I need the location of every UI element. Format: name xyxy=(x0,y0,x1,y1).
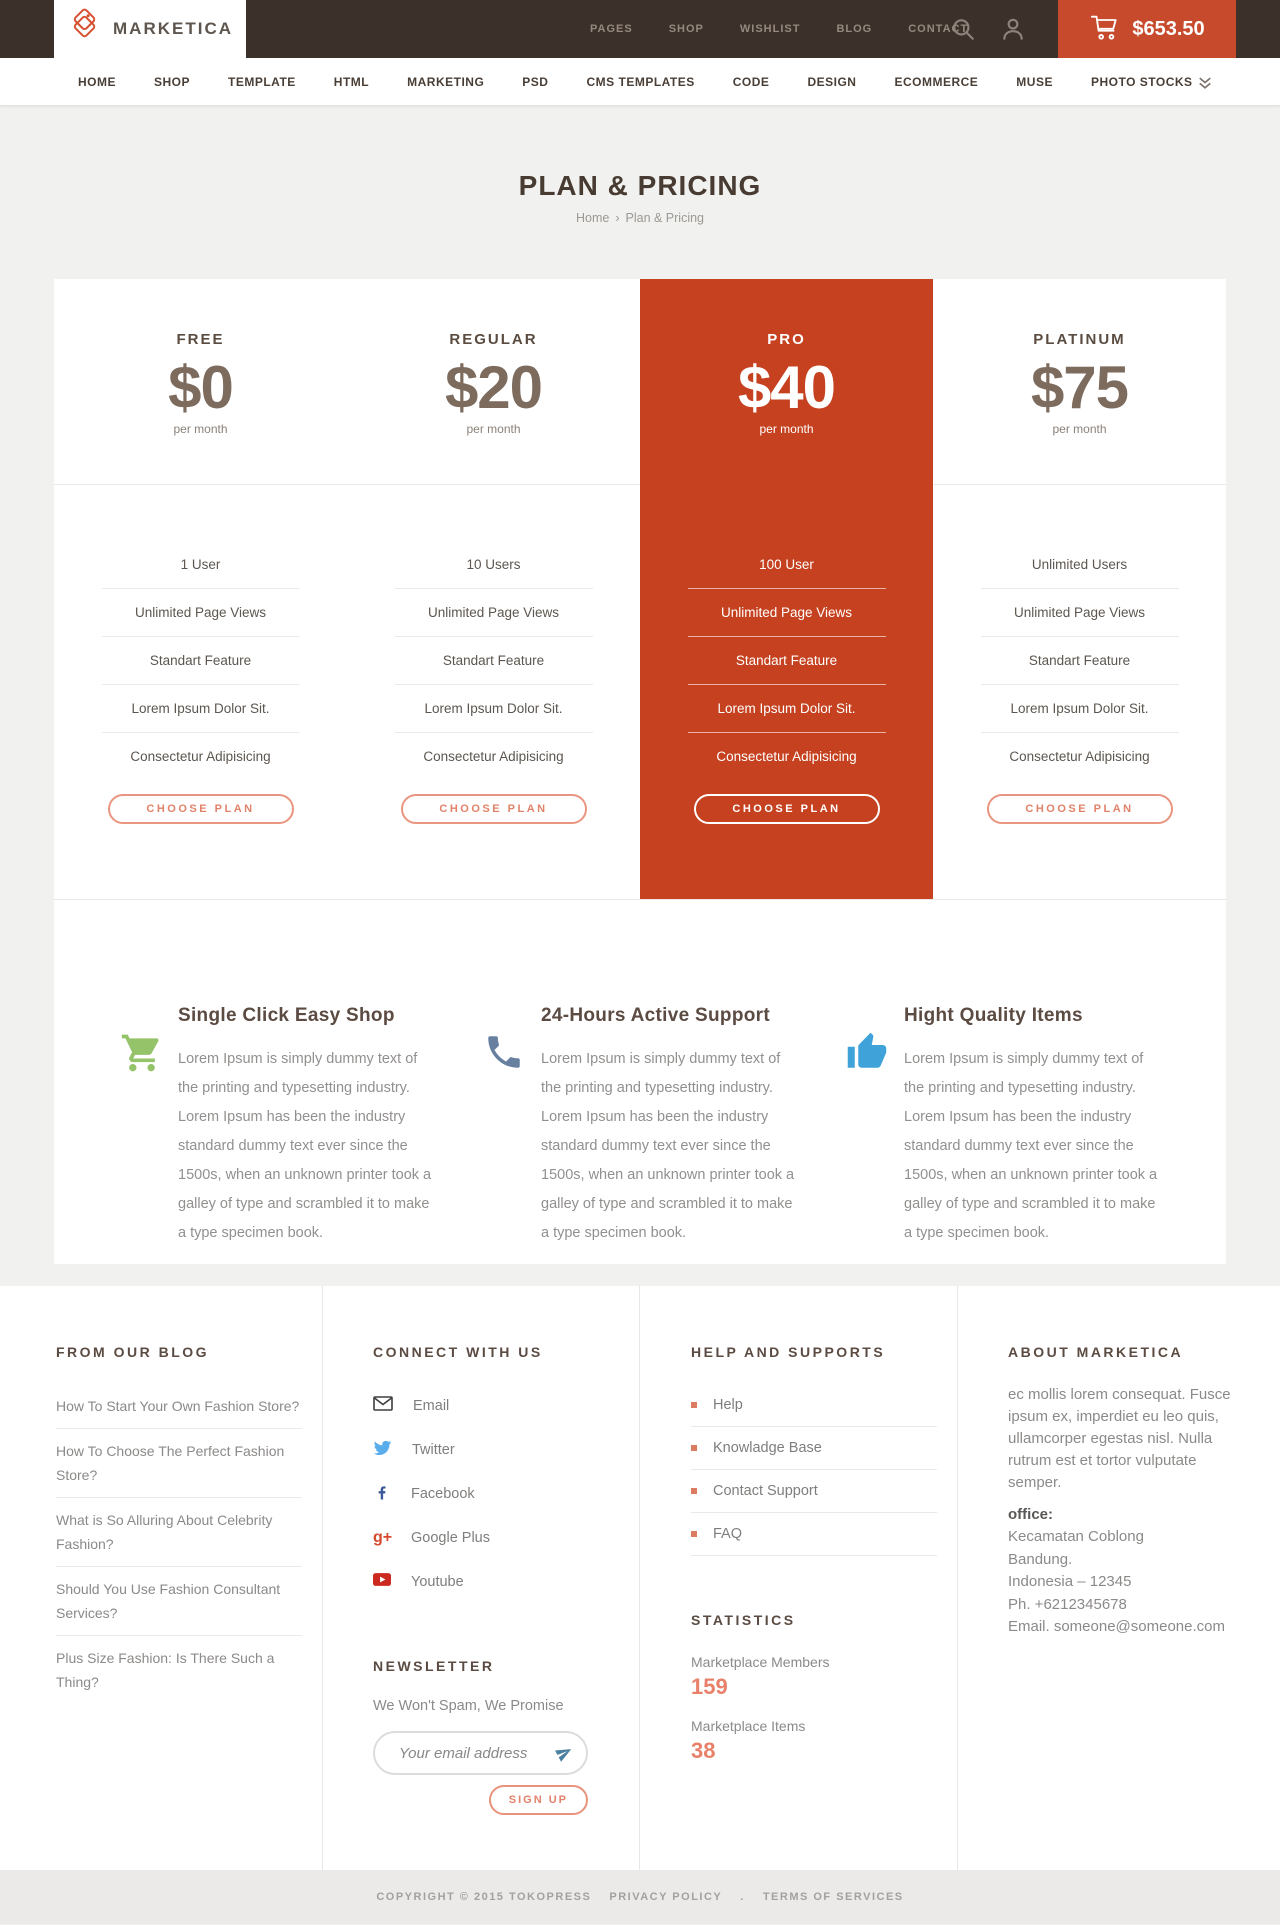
perks-section xyxy=(54,899,1226,1264)
pricing-table xyxy=(54,279,1226,899)
blog-item[interactable]: Should You Use Fashion Consultant Services? xyxy=(56,1567,302,1636)
address-line: Kecamatan Coblong xyxy=(1008,1528,1144,1545)
nav-item-template[interactable]: TEMPLATE xyxy=(228,74,296,89)
bullet-square-icon xyxy=(691,1402,697,1408)
nav-item-marketing[interactable]: MARKETING xyxy=(407,74,485,89)
help-column xyxy=(640,1286,958,1870)
copyright-bar xyxy=(0,1870,1280,1924)
plan-feature: Unlimited Page Views xyxy=(688,588,886,636)
bullet-square-icon xyxy=(691,1488,697,1494)
email-icon xyxy=(373,1396,393,1416)
perk-quality-items xyxy=(846,1005,1209,1264)
terms-link[interactable]: TERMS OF SERVICES xyxy=(762,1891,904,1903)
about-text: ec mollis lorem consequat. Fusce ipsum ex, imperdiet eu leo quis, ullamcorper egestas nisl. Nulla rutrum est et tortor vulputate semper. xyxy=(1008,1386,1231,1491)
cart-total: $653.50 xyxy=(1132,17,1205,40)
plan-feature: Lorem Ipsum Dolor Sit. xyxy=(688,684,886,732)
plan-name: PLATINUM xyxy=(1033,331,1126,348)
plan-feature: 10 Users xyxy=(466,556,521,572)
brand-logo[interactable] xyxy=(54,0,246,58)
nav-item-home[interactable]: HOME xyxy=(78,74,116,89)
nav-item-ecommerce[interactable]: ECOMMERCE xyxy=(894,74,979,89)
plan-column-platinum xyxy=(933,279,1226,899)
stat-value: 159 xyxy=(691,1674,728,1699)
top-nav-link-shop[interactable]: SHOP xyxy=(668,23,704,35)
footer-heading: ABOUT MARKETICA xyxy=(1008,1344,1184,1360)
plan-feature: 100 User xyxy=(759,556,814,572)
plan-feature: Consectetur Adipisicing xyxy=(395,732,593,780)
plan-feature: 1 User xyxy=(180,556,221,572)
office-address xyxy=(1008,1526,1236,1639)
about-column xyxy=(958,1286,1280,1870)
perk-body: Lorem Ipsum is simply dummy text of the printing and typesetting industry. Lorem Ipsum has been the industry standard dummy text ever since the 1500s, when an unknown printer took a galley of type and scrambled it to make a type specimen book. xyxy=(178,1051,432,1241)
plan-column-pro xyxy=(640,279,933,899)
cart-button[interactable] xyxy=(1058,0,1236,58)
signup-button[interactable]: SIGN UP xyxy=(489,1785,588,1815)
top-nav-link-pages[interactable]: PAGES xyxy=(590,23,633,35)
social-link-twitter[interactable]: Twitter xyxy=(373,1428,619,1472)
social-link-email[interactable]: Email xyxy=(373,1384,619,1428)
phone-icon xyxy=(483,1031,525,1078)
plan-feature: Consectetur Adipisicing xyxy=(688,732,886,780)
top-nav xyxy=(590,0,968,58)
nav-item-design[interactable]: DESIGN xyxy=(807,74,857,89)
nav-item-shop[interactable]: SHOP xyxy=(154,74,191,89)
pricing-card xyxy=(54,279,1226,1264)
social-link-youtube[interactable]: Youtube xyxy=(373,1560,619,1604)
address-line: Indonesia – 12345 xyxy=(1008,1573,1132,1590)
social-link-google-plus[interactable]: g+ Google Plus xyxy=(373,1529,490,1546)
perk-title: Hight Quality Items xyxy=(904,1005,1083,1026)
perk-body: Lorem Ipsum is simply dummy text of the printing and typesetting industry. Lorem Ipsum has been the industry standard dummy text ever since the 1500s, when an unknown printer took a galley of type and scrambled it to make a type specimen book. xyxy=(904,1051,1158,1241)
choose-plan-button[interactable]: CHOOSE PLAN xyxy=(987,794,1173,824)
plan-feature: Standart Feature xyxy=(981,636,1179,684)
nav-item-cms-templates[interactable]: CMS TEMPLATES xyxy=(586,74,695,89)
plan-name: PRO xyxy=(767,331,806,348)
shopping-cart-icon xyxy=(120,1031,164,1080)
plan-period: per month xyxy=(1052,422,1107,436)
blog-column xyxy=(0,1286,323,1870)
nav-item-muse[interactable]: MUSE xyxy=(1016,74,1053,89)
plan-feature: Lorem Ipsum Dolor Sit. xyxy=(102,684,300,732)
plan-price: $75 xyxy=(1030,354,1129,421)
plan-feature: Standart Feature xyxy=(688,636,886,684)
plan-feature: Lorem Ipsum Dolor Sit. xyxy=(395,684,593,732)
page-heading xyxy=(0,106,1280,279)
plan-price: $0 xyxy=(168,354,233,421)
bullet-square-icon xyxy=(691,1531,697,1537)
perk-title: 24-Hours Active Support xyxy=(541,1005,770,1026)
blog-item[interactable]: Plus Size Fashion: Is There Such a Thing? xyxy=(56,1650,275,1690)
plan-feature: Unlimited Page Views xyxy=(102,588,300,636)
blog-item[interactable]: How To Choose The Perfect Fashion Store? xyxy=(56,1429,302,1498)
blog-item[interactable]: How To Start Your Own Fashion Store? xyxy=(56,1384,302,1429)
help-link[interactable]: FAQ xyxy=(691,1513,937,1556)
plan-column-free xyxy=(54,279,347,899)
plan-feature: Unlimited Page Views xyxy=(395,588,593,636)
copyright-text: COPYRIGHT © 2015 TOKOPRESS xyxy=(376,1891,592,1903)
footer-heading: HELP AND SUPPORTS xyxy=(691,1344,886,1360)
user-icon[interactable] xyxy=(1000,16,1026,47)
page-title: PLAN & PRICING xyxy=(518,170,762,201)
help-link[interactable]: Contact Support xyxy=(691,1470,937,1513)
plan-feature: Standart Feature xyxy=(102,636,300,684)
twitter-icon xyxy=(373,1440,392,1461)
nav-item-html[interactable]: HTML xyxy=(333,74,370,89)
plan-feature: Standart Feature xyxy=(395,636,593,684)
social-link-facebook[interactable]: Facebook xyxy=(373,1472,619,1516)
breadcrumb-separator: › xyxy=(615,211,620,225)
perk-title: Single Click Easy Shop xyxy=(178,1005,395,1026)
main-nav xyxy=(0,58,1280,106)
search-icon[interactable] xyxy=(950,16,976,47)
top-nav-link-wishlist[interactable]: WISHLIST xyxy=(739,23,801,35)
help-link[interactable]: Knowladge Base xyxy=(691,1427,937,1470)
plan-feature: Unlimited Page Views xyxy=(981,588,1179,636)
plan-column-regular xyxy=(347,279,640,899)
copyright-separator: . xyxy=(740,1891,745,1903)
breadcrumb-home-link[interactable]: Home xyxy=(575,211,610,225)
brand-name: MARKETICA xyxy=(113,19,233,38)
plan-feature: Consectetur Adipisicing xyxy=(102,732,300,780)
address-line: Bandung. xyxy=(1008,1550,1073,1568)
stats-heading: STATISTICS xyxy=(691,1612,796,1628)
breadcrumb xyxy=(0,211,1280,225)
facebook-icon xyxy=(373,1483,391,1506)
footer-heading: CONNECT WITH US xyxy=(373,1344,543,1360)
plan-period: per month xyxy=(759,422,814,436)
plan-period: per month xyxy=(466,422,521,436)
youtube-icon xyxy=(373,1573,391,1591)
top-nav-link-contact[interactable]: CONTACT xyxy=(908,23,969,35)
blog-item[interactable]: What is So Alluring About Celebrity Fashion? xyxy=(56,1498,302,1567)
newsletter-heading: NEWSLETTER xyxy=(373,1658,495,1674)
breadcrumb-current: Plan & Pricing xyxy=(625,211,705,225)
top-header xyxy=(0,0,1280,58)
connect-column xyxy=(323,1286,640,1870)
chevron-down-icon[interactable] xyxy=(1198,76,1212,94)
address-line: Email. someone@someone.com xyxy=(1008,1618,1225,1635)
plan-feature: Lorem Ipsum Dolor Sit. xyxy=(981,684,1179,732)
choose-plan-button[interactable]: CHOOSE PLAN xyxy=(108,794,294,824)
perk-active-support xyxy=(483,1005,846,1264)
plan-feature: Consectetur Adipisicing xyxy=(981,732,1179,780)
thumbs-up-icon xyxy=(846,1031,888,1078)
stat-label: Marketplace Items xyxy=(691,1718,806,1734)
plan-period: per month xyxy=(173,422,228,436)
choose-plan-button[interactable]: CHOOSE PLAN xyxy=(694,794,880,824)
stat-label: Marketplace Members xyxy=(691,1654,830,1670)
address-line: Ph. +6212345678 xyxy=(1008,1595,1127,1613)
nav-item-psd[interactable]: PSD xyxy=(522,74,549,89)
plan-price: $40 xyxy=(737,354,836,421)
plan-name: FREE xyxy=(176,331,225,348)
nav-item-code[interactable]: CODE xyxy=(732,74,770,89)
tag-icon xyxy=(67,8,103,51)
privacy-link[interactable]: PRIVACY POLICY xyxy=(609,1891,723,1903)
plan-feature: Unlimited Users xyxy=(1031,556,1128,572)
footer-heading: FROM OUR BLOG xyxy=(56,1344,210,1360)
google-plus-icon: g+ xyxy=(373,1529,393,1546)
top-nav-link-blog[interactable]: BLOG xyxy=(836,23,873,35)
choose-plan-button[interactable]: CHOOSE PLAN xyxy=(401,794,587,824)
cart-icon xyxy=(1089,13,1119,46)
plan-name: REGULAR xyxy=(449,331,538,348)
perk-body: Lorem Ipsum is simply dummy text of the printing and typesetting industry. Lorem Ipsum has been the industry standard dummy text ever since the 1500s, when an unknown printer took a galley of type and scrambled it to make a type specimen book. xyxy=(541,1051,795,1241)
office-label: office: xyxy=(1008,1506,1053,1523)
stat-value: 38 xyxy=(691,1738,716,1763)
footer xyxy=(0,1286,1280,1870)
plan-price: $20 xyxy=(444,354,543,421)
help-link[interactable]: Help xyxy=(691,1384,937,1427)
newsletter-note: We Won't Spam, We Promise xyxy=(373,1698,564,1714)
nav-item-photo-stocks[interactable]: PHOTO STOCKS xyxy=(1090,74,1193,89)
perk-easy-shop xyxy=(120,1005,483,1264)
bullet-square-icon xyxy=(691,1445,697,1451)
